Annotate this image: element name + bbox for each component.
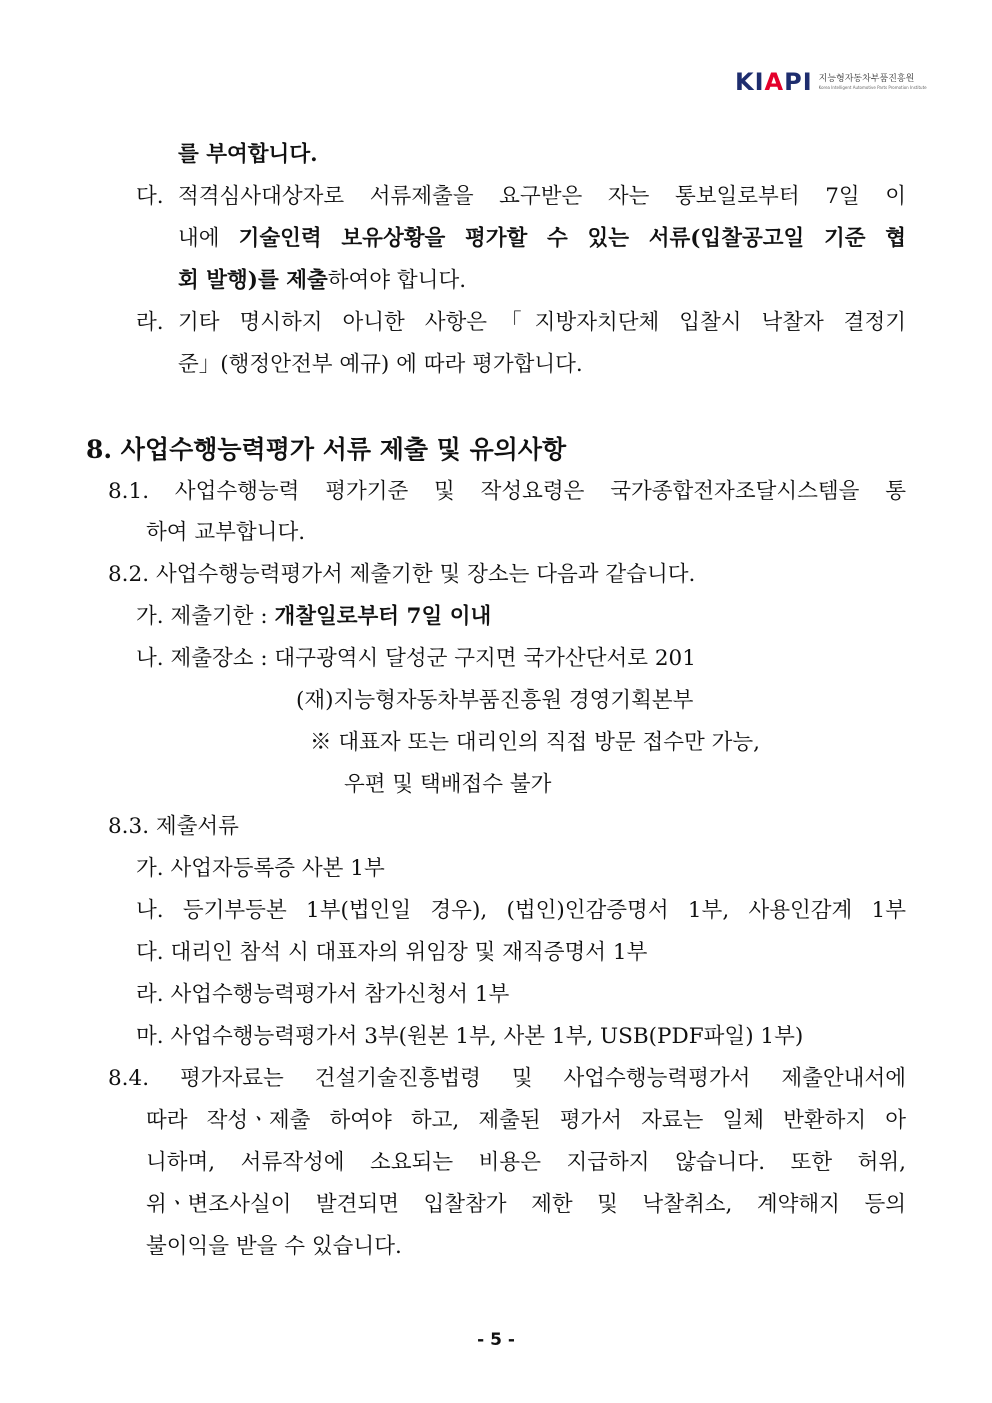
logo-mark: KIAPI [735,68,813,96]
s82-title: 8.2. 사업수행능력평가서 제출기한 및 장소는 다음과 같습니다. [108,562,696,587]
s81-line1: 8.1. 사업수행능력 평가기준 및 작성요령은 국가종합전자조달시스템을 통 [108,479,906,504]
s83-item: 마. 사업수행능력평가서 3부(원본 1부, 사본 1부, USB(PDF파일) 1부) [136,1024,804,1049]
section8-heading: 8. 사업수행능력평가 서류 제출 및 유의사항 [86,435,567,464]
section7-da-line1: 적격심사대상자로 서류제출을 요구받은 자는 통보일로부터 7일 이 [178,184,906,209]
s84-line3: 니하며, 서류작성에 소요되는 비용은 지급하지 않습니다. 또한 허위, [146,1150,906,1175]
s83-item: 나. 등기부등본 1부(법인일 경우), (법인)인감증명서 1부, 사용인감계 1부 [136,898,906,923]
s82-deadline: 가. 제출기한 : 개찰일로부터 7일 이내 [136,604,492,629]
s82-location-org: (재)지능형자동차부품진흥원 경영기획본부 [296,688,694,713]
s83-item: 다. 대리인 참석 시 대표자의 위임장 및 재직증명서 1부 [136,940,648,965]
s84-line5: 불이익을 받을 수 있습니다. [146,1234,402,1259]
section7-na-tail: 를 부여합니다. [178,142,318,167]
s83-item: 가. 사업자등록증 사본 1부 [136,856,385,881]
logo-name-en: Korea Intelligent Automotive Parts Promotion Institute [818,85,927,90]
s81-line2: 하여 교부합니다. [146,520,306,545]
section7-ra-line2: 준」(행정안전부 예규) 에 따라 평가합니다. [178,352,583,377]
section7-ra-label: 라. [136,310,164,335]
section7-da-line2: 내에 기술인력 보유상황을 평가할 수 있는 서류(입찰공고일 기준 협 [178,226,907,251]
logo-name-kr: 지능형자동차부품진흥원 [818,74,915,84]
page-number: - 5 - [477,1330,515,1350]
section7-da-line3: 회 발행)를 제출하여야 합니다. [178,268,467,293]
s83-title: 8.3. 제출서류 [108,814,239,839]
s83-item: 라. 사업수행능력평가서 참가신청서 1부 [136,982,510,1007]
kiapi-logo [735,70,927,94]
s82-note-line2: 우편 및 택배접수 불가 [344,772,552,797]
s82-note-line1: ※ 대표자 또는 대리인의 직접 방문 접수만 가능, [310,730,761,755]
s84-line2: 따라 작성ㆍ제출 하여야 하고, 제출된 평가서 자료는 일체 반환하지 아 [146,1108,906,1133]
section7-da-label: 다. [136,184,164,209]
s84-line4: 위ㆍ변조사실이 발견되면 입찰참가 제한 및 낙찰취소, 계약해지 등의 [146,1192,906,1217]
section7-ra-line1: 기타 명시하지 아니한 사항은「지방자치단체 입찰시 낙찰자 결정기 [178,310,906,335]
s84-line1: 8.4. 평가자료는 건설기술진흥법령 및 사업수행능력평가서 제출안내서에 [108,1066,906,1091]
logo-text [819,73,927,91]
s82-location: 나. 제출장소 : 대구광역시 달성군 구지면 국가산단서로 201 [136,646,696,671]
